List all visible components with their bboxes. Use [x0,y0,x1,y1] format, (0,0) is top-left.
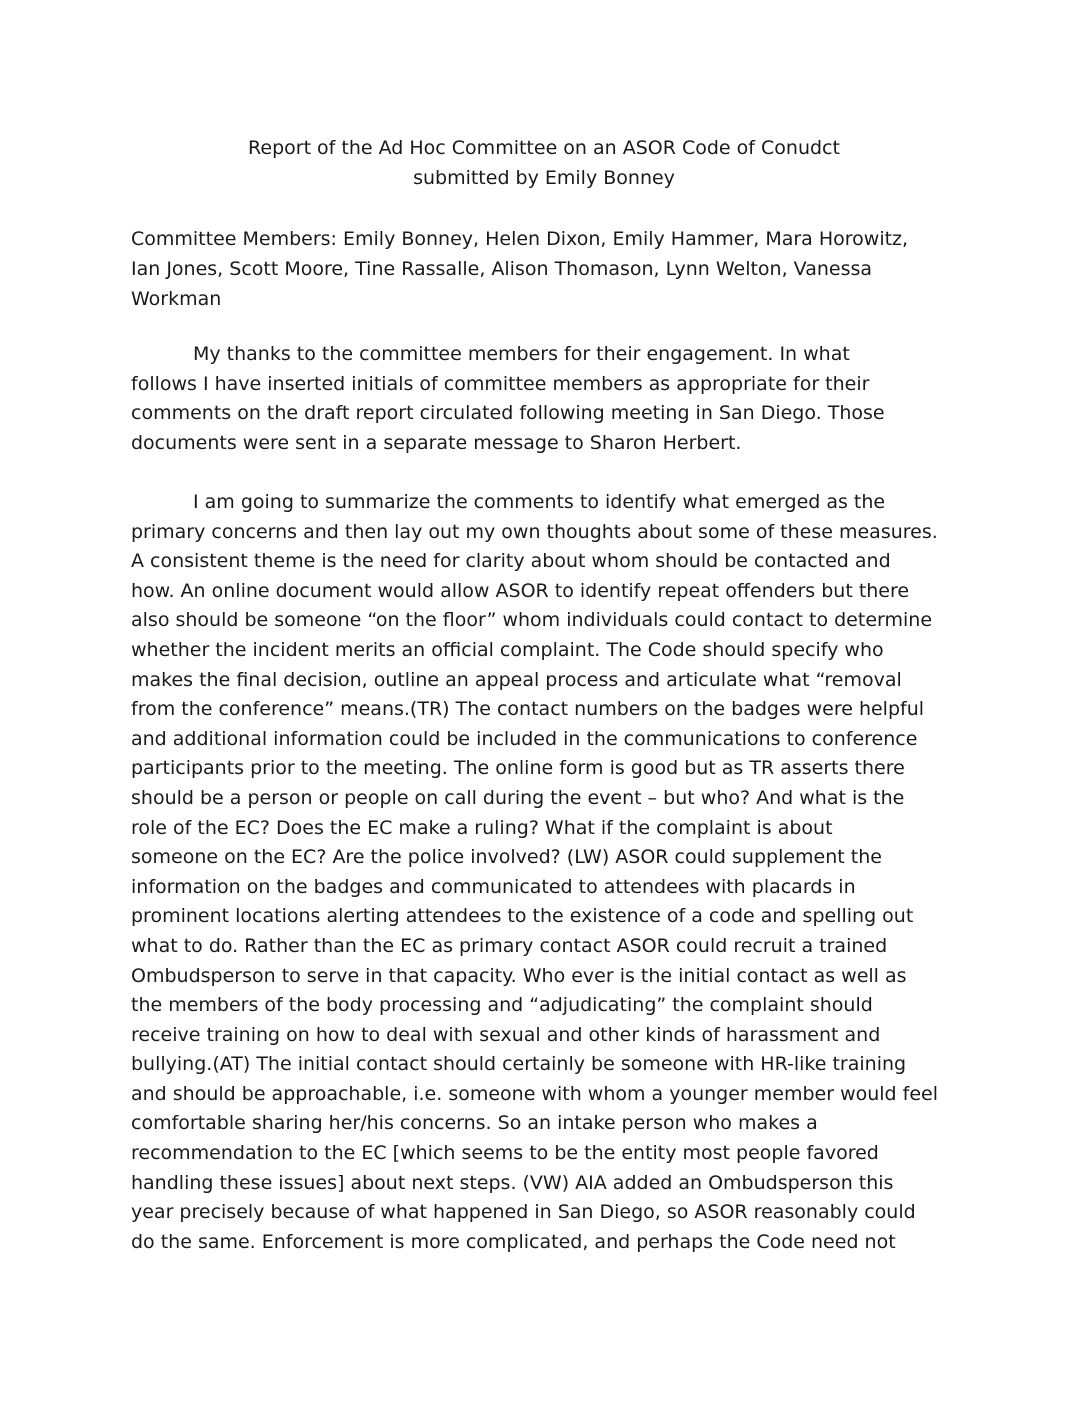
paragraph-line: participants prior to the meeting. The online form is good but as TR asserts there [131,757,905,780]
paragraph-line: My thanks to the committee members for their engagement. In what [193,343,850,365]
paragraph-line: and additional information could be included in the communications to conference [131,727,918,750]
paragraph-line: makes the final decision, outline an appeal process and articulate what “removal [131,668,902,691]
subtitle-line: submitted by Emily Bonney [413,167,675,189]
paragraph-summary [131,488,961,1257]
paragraph-line: year precisely because of what happened in San Diego, so ASOR reasonably could [131,1201,916,1224]
paragraph-line: receive training on how to deal with sexual and other kinds of harassment and [131,1023,881,1046]
paragraph-line: follows I have inserted initials of committee members as appropriate for their [131,372,870,395]
title-line: Report of the Ad Hoc Committee on an ASOR Code of Conudct [248,137,840,159]
report-title [0,133,1088,193]
paragraph-line: also should be someone “on the floor” whom individuals could contact to determine [131,609,933,632]
paragraph-line: the members of the body processing and “adjudicating” the complaint should [131,994,873,1017]
paragraph-thanks [131,340,961,458]
paragraph-line: I am going to summarize the comments to identify what emerged as the [193,491,886,513]
paragraph-line: from the conference” means.(TR) The contact numbers on the badges were helpful [131,698,925,721]
paragraph-line: prominent locations alerting attendees to the existence of a code and spelling out [131,905,914,928]
members-line: Workman [131,288,222,310]
paragraph-line: information on the badges and communicated to attendees with placards in [131,875,856,898]
paragraph-line: should be a person or people on call during the event – but who? And what is the [131,786,905,809]
paragraph-line: documents were sent in a separate message to Sharon Herbert. [131,431,742,454]
paragraph-line: A consistent theme is the need for clarity about whom should be contacted and [131,550,891,573]
paragraph-line: bullying.(AT) The initial contact should certainly be someone with HR-like training [131,1053,907,1076]
paragraph-line: primary concerns and then lay out my own thoughts about some of these measures. [131,520,938,543]
paragraph-line: what to do. Rather than the EC as primary contact ASOR could recruit a trained [131,934,888,957]
paragraph-line: someone on the EC? Are the police involved? (LW) ASOR could supplement the [131,846,882,869]
paragraph-line: recommendation to the EC [which seems to be the entity most people favored [131,1142,879,1165]
members-line: Ian Jones, Scott Moore, Tine Rassalle, Alison Thomason, Lynn Welton, Vanessa [131,258,873,280]
paragraph-line: Ombudsperson to serve in that capacity. Who ever is the initial contact as well as [131,964,907,987]
paragraph-line: role of the EC? Does the EC make a ruling? What if the complaint is about [131,816,833,839]
paragraph-line: comments on the draft report circulated following meeting in San Diego. Those [131,402,885,424]
paragraph-line: handling these issues] about next steps. (VW) AIA added an Ombudsperson this [131,1171,894,1194]
paragraph-line: whether the incident merits an official complaint. The Code should specify who [131,638,884,661]
paragraph-line: do the same. Enforcement is more complicated, and perhaps the Code need not [131,1230,896,1253]
paragraph-line: and should be approachable, i.e. someone with whom a younger member would feel [131,1082,939,1105]
committee-members [131,224,961,314]
paragraph-line: how. An online document would allow ASOR to identify repeat offenders but there [131,579,910,602]
members-line: Committee Members: Emily Bonney, Helen Dixon, Emily Hammer, Mara Horowitz, [131,228,909,250]
paragraph-line: comfortable sharing her/his concerns. So an intake person who makes a [131,1112,818,1135]
